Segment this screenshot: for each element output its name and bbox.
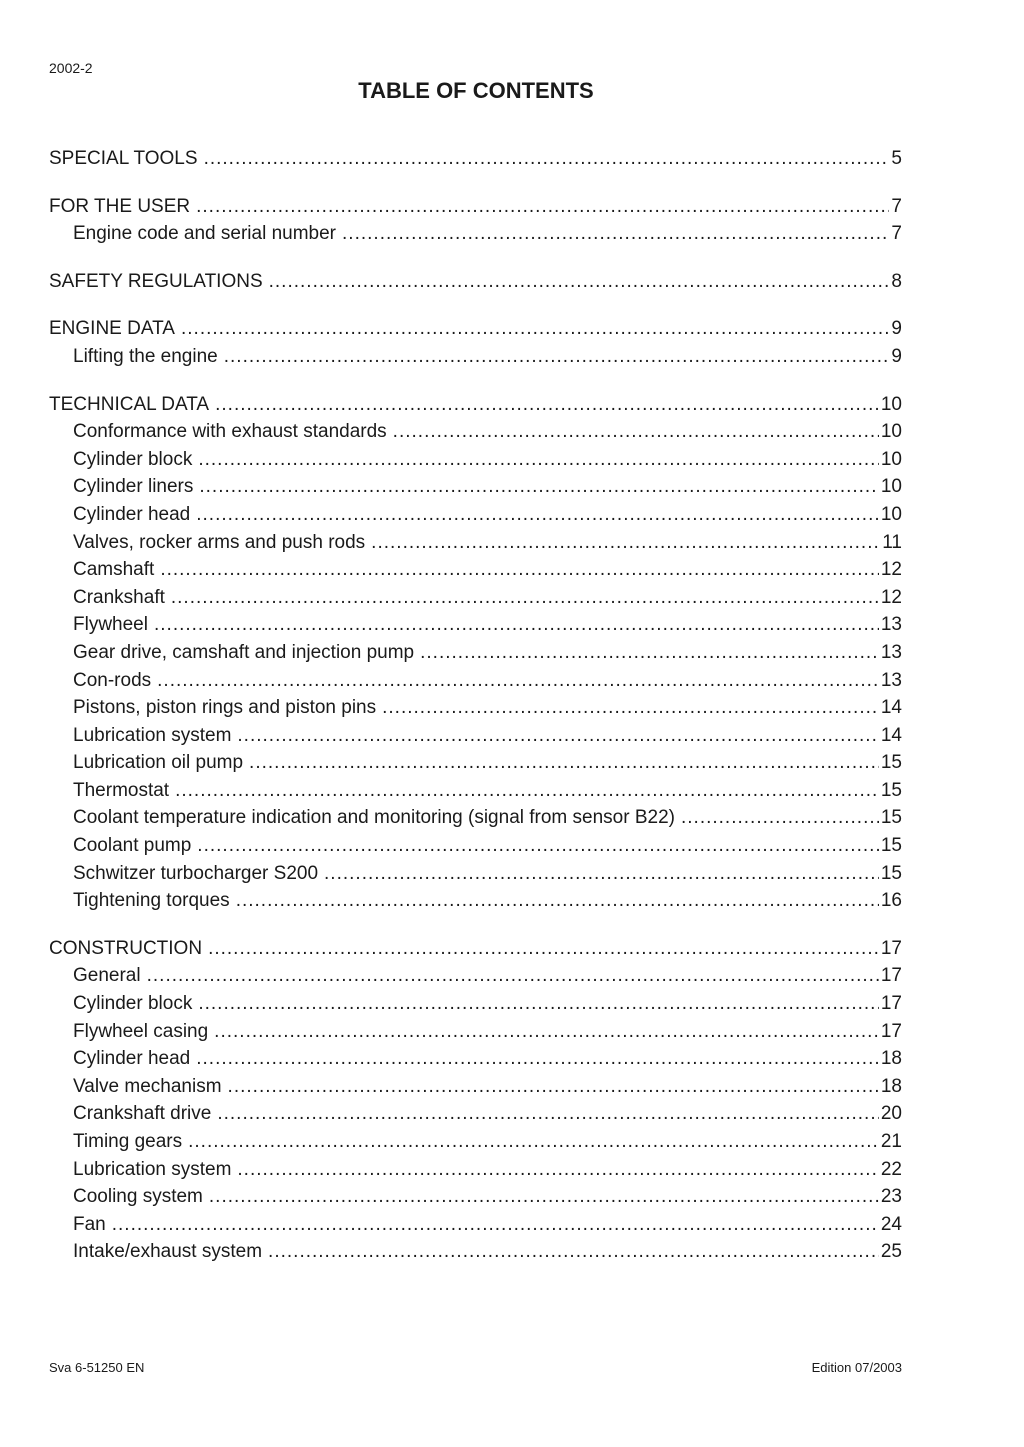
toc-subentry[interactable] xyxy=(49,667,902,695)
toc-section xyxy=(49,391,902,915)
dot-leader xyxy=(154,611,879,639)
toc-entry-label: Cooling system xyxy=(73,1186,203,1208)
toc-entry-label: Camshaft xyxy=(73,559,155,581)
toc-subentry[interactable] xyxy=(49,446,902,474)
toc-entry-label: Conformance with exhaust standards xyxy=(73,421,387,443)
dot-leader xyxy=(393,418,879,446)
dot-leader xyxy=(204,145,890,173)
toc-subentry[interactable] xyxy=(49,962,902,990)
dot-leader xyxy=(228,1073,879,1101)
footer-document-number: Sva 6-51250 EN xyxy=(49,1360,145,1375)
toc-entry-label: Schwitzer turbocharger S200 xyxy=(73,862,319,884)
toc-entry-page-number: 16 xyxy=(880,890,902,912)
dot-leader xyxy=(237,1156,878,1184)
toc-subentry[interactable] xyxy=(49,694,902,722)
toc-entry-page-number: 17 xyxy=(880,1020,902,1042)
toc-entry-label: Lifting the engine xyxy=(73,345,218,367)
toc-section xyxy=(49,145,902,173)
toc-subentry[interactable] xyxy=(49,860,902,888)
toc-entry-page-number: 11 xyxy=(882,531,902,553)
dot-leader xyxy=(197,832,879,860)
toc-entry-page-number: 17 xyxy=(880,993,902,1015)
toc-entry-page-number: 9 xyxy=(891,345,902,367)
toc-entry[interactable] xyxy=(49,268,902,296)
toc-entry-label: Tightening torques xyxy=(73,890,230,912)
toc-entry-label: Lubrication system xyxy=(73,1158,232,1180)
toc-section xyxy=(49,315,902,370)
toc-entry-label: Timing gears xyxy=(73,1131,183,1152)
toc-subentry[interactable] xyxy=(49,639,902,667)
toc-subentry[interactable] xyxy=(49,1128,902,1156)
toc-subentry[interactable] xyxy=(49,556,902,584)
toc-subentry[interactable] xyxy=(49,529,902,557)
toc-section xyxy=(49,193,902,248)
dot-leader xyxy=(268,1238,879,1266)
page-title: TABLE OF CONTENTS xyxy=(358,78,594,103)
toc-entry-page-number: 13 xyxy=(880,641,902,663)
dot-leader xyxy=(324,860,879,888)
toc-entry-label: Coolant pump xyxy=(73,835,192,857)
dot-leader xyxy=(420,639,879,667)
toc-subentry[interactable] xyxy=(49,611,902,639)
toc-subentry[interactable] xyxy=(49,990,902,1018)
toc-entry-label: TECHNICAL DATA xyxy=(49,393,210,415)
toc-subentry[interactable] xyxy=(49,1100,902,1128)
dot-leader xyxy=(171,584,879,612)
toc-entry-label: SPECIAL TOOLS xyxy=(49,148,198,169)
document-code: 2002-2 xyxy=(49,60,93,76)
toc-subentry[interactable] xyxy=(49,343,902,371)
toc-subentry[interactable] xyxy=(49,220,902,248)
toc-entry-page-number: 15 xyxy=(880,752,902,774)
toc-entry-page-number: 22 xyxy=(880,1158,902,1180)
dot-leader xyxy=(196,501,879,529)
toc-subentry[interactable] xyxy=(49,722,902,750)
toc-subentry[interactable] xyxy=(49,473,902,501)
toc-entry-label: Fan xyxy=(73,1213,106,1235)
toc-entry[interactable] xyxy=(49,145,902,173)
dot-leader xyxy=(208,935,879,963)
dot-leader xyxy=(196,1045,879,1073)
toc-entry-page-number: 24 xyxy=(880,1213,902,1235)
dot-leader xyxy=(269,268,890,296)
toc-subentry[interactable] xyxy=(49,1211,902,1239)
toc-subentry[interactable] xyxy=(49,1073,902,1101)
table-of-contents xyxy=(49,145,902,1286)
dot-leader xyxy=(175,777,879,805)
toc-entry-page-number: 12 xyxy=(880,559,902,581)
toc-entry-label: SAFETY REGULATIONS xyxy=(49,270,263,292)
toc-entry-page-number: 17 xyxy=(880,965,902,987)
dot-leader xyxy=(214,1018,879,1046)
toc-entry-page-number: 23 xyxy=(880,1186,902,1208)
toc-entry-page-number: 7 xyxy=(891,195,902,217)
toc-entry-page-number: 15 xyxy=(880,862,902,884)
toc-entry-label: Crankshaft drive xyxy=(73,1103,212,1125)
toc-entry-page-number: 10 xyxy=(880,503,902,525)
toc-entry-page-number: 8 xyxy=(891,270,902,292)
toc-entry[interactable] xyxy=(49,193,902,221)
dot-leader xyxy=(342,220,889,248)
dot-leader xyxy=(215,391,879,419)
toc-entry-page-number: 14 xyxy=(880,724,902,746)
toc-entry-label: Cylinder block xyxy=(73,448,193,470)
toc-entry-page-number: 15 xyxy=(880,779,902,801)
toc-entry-page-number: 18 xyxy=(880,1075,902,1097)
toc-entry-label: Con-rods xyxy=(73,669,152,691)
toc-entry-label: Coolant temperature indication and monitoring (signal from sensor B22) xyxy=(73,807,675,829)
toc-subentry[interactable] xyxy=(49,1183,902,1211)
footer-edition: Edition 07/2003 xyxy=(811,1360,902,1375)
toc-subentry[interactable] xyxy=(49,777,902,805)
dot-leader xyxy=(199,473,878,501)
toc-entry[interactable] xyxy=(49,935,902,963)
toc-entry-page-number: 10 xyxy=(880,393,902,415)
toc-entry-page-number: 10 xyxy=(880,421,902,443)
toc-entry-page-number: 7 xyxy=(891,223,902,245)
dot-leader xyxy=(236,887,879,915)
dot-leader xyxy=(198,990,879,1018)
toc-entry-label: Cylinder liners xyxy=(73,476,194,498)
toc-entry-label: General xyxy=(73,965,141,987)
toc-entry-page-number: 15 xyxy=(880,835,902,857)
toc-entry[interactable] xyxy=(49,315,902,343)
dot-leader xyxy=(157,667,879,695)
toc-entry-label: Valves, rocker arms and push rods xyxy=(73,531,366,553)
toc-subentry[interactable] xyxy=(49,887,902,915)
toc-entry-page-number: 9 xyxy=(891,318,902,340)
toc-entry-label: ENGINE DATA xyxy=(49,318,175,340)
toc-entry-label: Cylinder block xyxy=(73,993,193,1015)
toc-subentry[interactable] xyxy=(49,1018,902,1046)
toc-entry-label: Intake/exhaust system xyxy=(73,1241,263,1263)
toc-entry-label: Pistons, piston rings and piston pins xyxy=(73,697,377,719)
toc-entry-label: Flywheel casing xyxy=(73,1020,209,1042)
toc-entry-label: Cylinder head xyxy=(73,503,191,525)
toc-subentry[interactable] xyxy=(49,832,902,860)
dot-leader xyxy=(160,556,879,584)
toc-entry-label: Flywheel xyxy=(73,614,148,636)
toc-entry-page-number: 5 xyxy=(891,148,902,169)
dot-leader xyxy=(217,1100,879,1128)
toc-entry[interactable] xyxy=(49,391,902,419)
toc-entry-label: Thermostat xyxy=(73,779,170,801)
toc-entry-page-number: 13 xyxy=(880,614,902,636)
dot-leader xyxy=(196,193,889,221)
toc-subentry[interactable] xyxy=(49,501,902,529)
toc-subentry[interactable] xyxy=(49,584,902,612)
dot-leader xyxy=(188,1128,879,1156)
toc-entry-label: Engine code and serial number xyxy=(73,223,337,245)
dot-leader xyxy=(371,529,880,557)
toc-entry-label: Gear drive, camshaft and injection pump xyxy=(73,641,415,663)
dot-leader xyxy=(209,1183,879,1211)
toc-section xyxy=(49,935,902,1266)
toc-entry-page-number: 14 xyxy=(880,697,902,719)
toc-entry-label: Valve mechanism xyxy=(73,1075,222,1097)
dot-leader xyxy=(382,694,879,722)
toc-subentry[interactable] xyxy=(49,418,902,446)
toc-subentry[interactable] xyxy=(49,1045,902,1073)
toc-entry-page-number: 10 xyxy=(880,476,902,498)
dot-leader xyxy=(249,749,879,777)
toc-entry-page-number: 20 xyxy=(880,1103,902,1125)
toc-entry-page-number: 18 xyxy=(880,1048,902,1070)
toc-entry-page-number: 17 xyxy=(880,937,902,959)
dot-leader xyxy=(112,1211,879,1239)
toc-entry-label: FOR THE USER xyxy=(49,195,191,217)
toc-entry-page-number: 12 xyxy=(880,586,902,608)
toc-entry-page-number: 13 xyxy=(880,669,902,691)
dot-leader xyxy=(181,315,889,343)
toc-entry-label: Lubrication oil pump xyxy=(73,752,244,774)
toc-subentry[interactable] xyxy=(49,749,902,777)
toc-subentry[interactable] xyxy=(49,804,902,832)
dot-leader xyxy=(198,446,879,474)
dot-leader xyxy=(237,722,878,750)
toc-subentry[interactable] xyxy=(49,1238,902,1266)
toc-entry-page-number: 10 xyxy=(880,448,902,470)
toc-entry-page-number: 21 xyxy=(880,1131,902,1152)
dot-leader xyxy=(224,343,890,371)
dot-leader xyxy=(681,804,879,832)
toc-entry-label: Crankshaft xyxy=(73,586,165,608)
toc-section xyxy=(49,268,902,296)
toc-entry-label: Lubrication system xyxy=(73,724,232,746)
dot-leader xyxy=(147,962,879,990)
toc-entry-label: Cylinder head xyxy=(73,1048,191,1070)
toc-entry-label: CONSTRUCTION xyxy=(49,937,203,959)
toc-entry-page-number: 25 xyxy=(880,1241,902,1263)
toc-entry-page-number: 15 xyxy=(880,807,902,829)
toc-subentry[interactable] xyxy=(49,1156,902,1184)
